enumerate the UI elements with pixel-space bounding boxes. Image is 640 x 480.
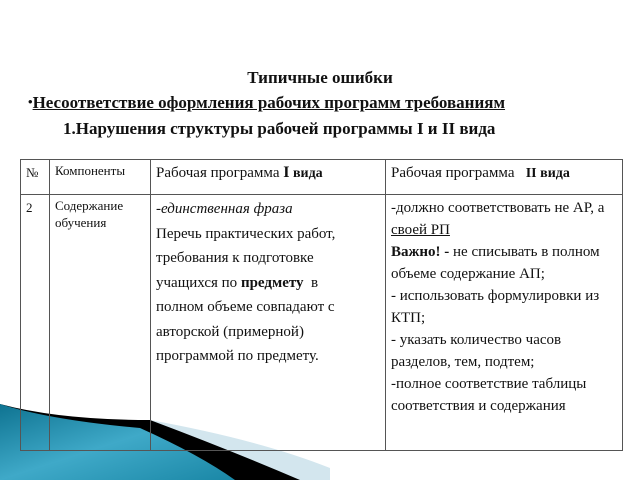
row-component: Содержание обучения xyxy=(50,195,151,451)
table-row xyxy=(21,195,623,451)
table-header-row xyxy=(21,160,623,195)
row-rp2: -должно соответствовать не АР, а своей РП Важно! - не списывать в полном объеме содержание АП; - использовать формулировки из КТП; - указать количество часов разделов, тем, подтем; -полное соответствие таблицы соответствия и содержания xyxy=(386,195,623,451)
header-rp2: Рабочая программа II вида xyxy=(386,160,623,195)
header-rp1: Рабочая программа I вида xyxy=(151,160,386,195)
numbered-heading: 1.Нарушения структуры рабочей программы I и II вида xyxy=(63,119,496,138)
row-num: 2 xyxy=(21,195,50,451)
bullet-icon: • xyxy=(28,94,33,109)
bullet-heading: •Несоответствие оформления рабочих программ требованиям xyxy=(28,93,506,112)
slide-title: Типичные ошибки xyxy=(247,68,393,87)
row-rp1: -единственная фраза Перечь практических работ, требования к подготовке учащихся по предмету в полном объеме совпадают с авторской (примерной) программой по предмету. xyxy=(151,195,386,451)
header-num: № xyxy=(21,160,50,195)
header-components: Компоненты xyxy=(50,160,151,195)
errors-table xyxy=(20,159,623,451)
